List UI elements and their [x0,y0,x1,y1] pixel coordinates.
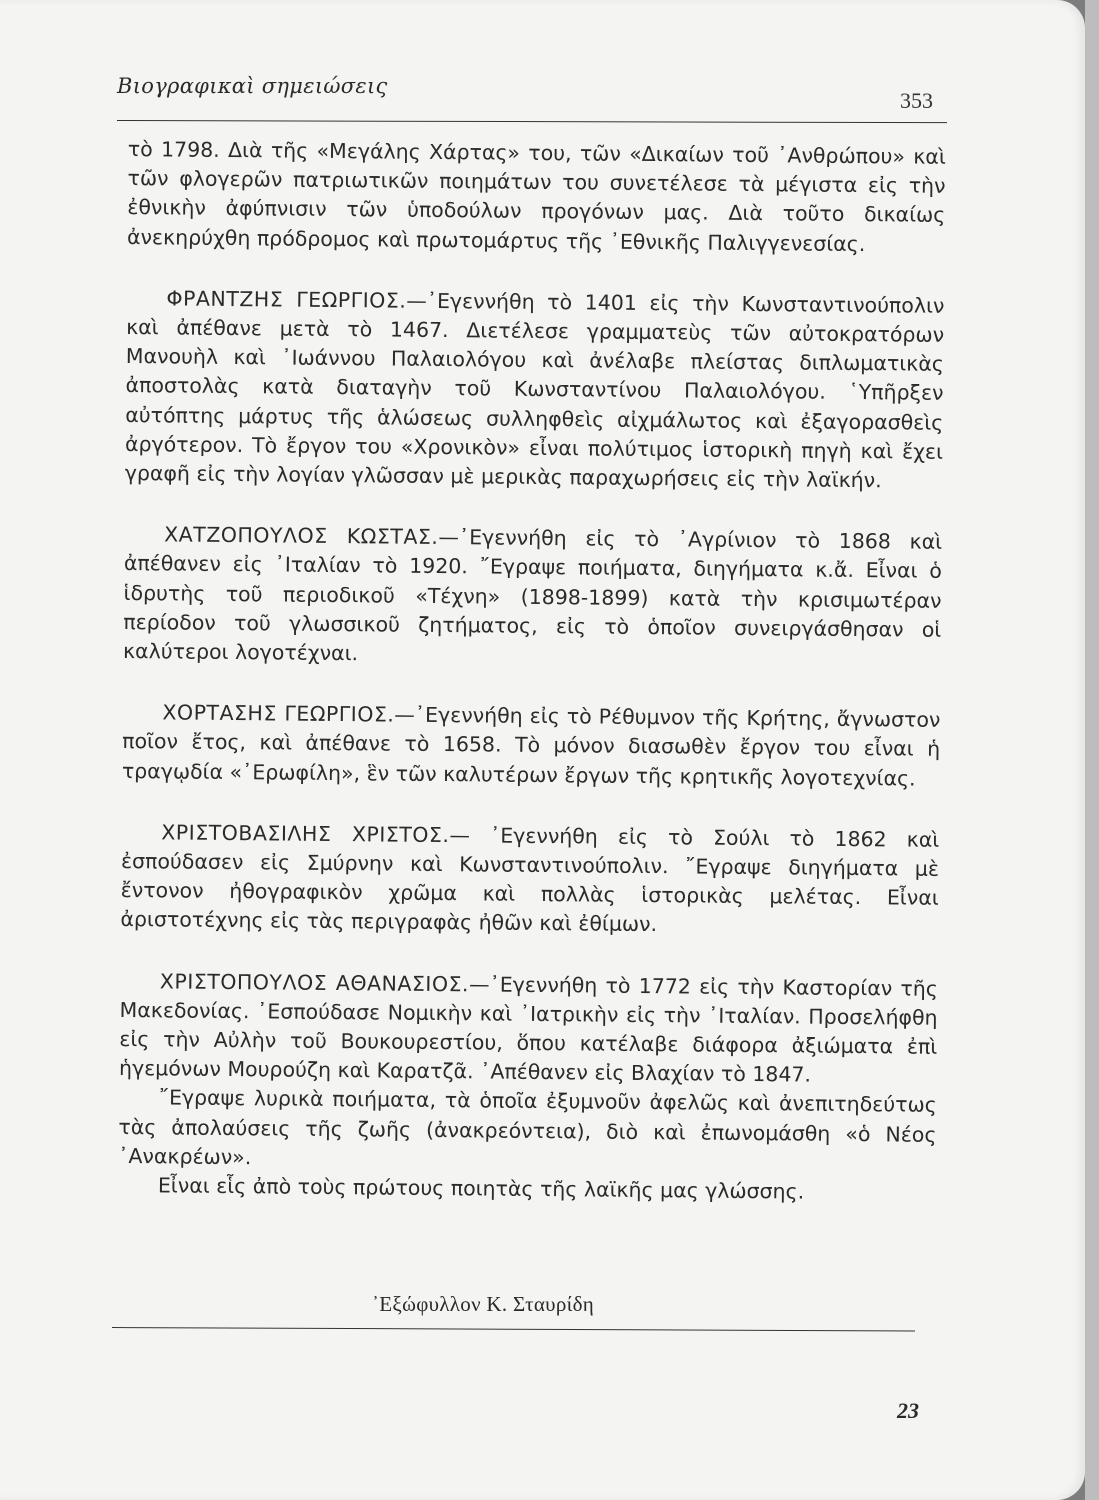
entry-text: Εἶναι εἷς ἀπὸ τοὺς πρώτους ποιητὰς τῆς λαϊκῆς μας γλώσσης. [157,1173,805,1204]
entry-text: —᾿Εγεννήθη τὸ 1772 εἰς τὴν Καστορίαν τῆς Μακεδονίας. ᾿Εσπούδασε Νομικὴν καὶ ᾿Ιατρικὴν εἰς τὴν ᾿Ιταλίαν. Προσελήφθη εἰς τὴν Αὐλὴν τοῦ Βουκουρεστίου, ὅπου κατέλαβε διάφορα ἀξιώματα ἐπὶ ἡγεμόνων Μουρούζη καὶ Καρατζᾶ. ᾿Απέθανεν εἰς Βλαχίαν τὸ 1847. [118,971,938,1087]
folio-number: 23 [897,1398,919,1423]
entry-text: —᾿Εγεννήθη εἰς τὸ Ρέθυμνον τῆς Κρήτης, ἄγνωστον ποῖον ἔτος, καὶ ἀπέθανε τὸ 1658. Τὸ μόνον διασωθὲν ἔργον του εἶναι ἡ τραγῳδία «᾿Ερωφίλη», ἓν τῶν καλυτέρων ἔργων τῆς κρητικῆς λογοτεχνίας. [121,702,941,791]
entry-text: τὸ 1798. Διὰ τῆς «Μεγάλης Χάρτας» του, τῶν «Δικαίων τοῦ ᾿Ανθρώπου» καὶ τῶν φλογερῶν πατριωτικῶν ποιημάτων του συνετέλεσε τὰ μέγιστα εἰς τὴν ἐθνικὴν ἀφύπνισιν τῶν ὑποδούλων προγόνων μας. Διὰ τοῦτο δικαίως ἀνεκηρύχθη πρόδρομος καὶ πρωτομάρτυς τῆς ᾿Εθνικῆς Παλιγγενεσίας. [126,136,946,256]
biographical-notes [118,135,946,1208]
figure-caption: ᾿Εξώφυλλον Κ. Σταυρίδη [372,1292,595,1316]
entry-name: ΧΑΤΖΟΠΟΥΛΟΣ ΚΩΣΤΑΣ. [164,522,439,550]
entry-text: —᾿Εγεννήθη εἰς τὸ ᾿Αγρίνιον τὸ 1868 καὶ ἀπέθανεν εἰς ᾿Ιταλίαν τὸ 1920. ῎Εγραψε ποιήματα, διηγήματα κ.ἄ. Εἶναι ὁ ἱδρυτὴς τοῦ περιοδικοῦ «Τέχνη» (1898-1899) κατὰ τὴν κρισιμωτέραν περίοδον τοῦ γλωσσικοῦ ζητήματος, εἰς τὸ ὁποῖον συνειργάσθησαν οἱ καλύτεροι λογοτέχναι. [122,525,943,666]
page-number: 353 [900,88,933,113]
entry-text: —᾿Εγεννήθη τὸ 1401 εἰς τὴν Κωνσταντινούπολιν καὶ ἀπέθανε μετὰ τὸ 1467. Διετέλεσε γραμματεὺς τῶν αὐτοκρατόρων Μανουὴλ καὶ ᾿Ιωάννου Παλαιολόγου καὶ ἀνέλαβε πλείστας διπλωματικὰς ἀποστολὰς κατὰ διαταγὴν τοῦ Κωνσταντίνου Παλαιολόγου. ῾Υπῆρξεν αὐτόπτης μάρτυς τῆς ἁλώσεως συλληφθεὶς αἰχμάλωτος καὶ ἐξαγορασθεὶς ἀργότερον. Τὸ ἔργον του «Χρονικὸν» εἶναι πολύτιμος ἱστορικὴ πηγὴ καὶ ἔχει γραφῆ εἰς τὴν λογίαν γλῶσσαν μὲ μερικὰς παραχωρήσεις εἰς τὴν λαϊκήν. [124,288,945,493]
entry-name: ΦΡΑΝΤΖΗΣ ΓΕΩΡΓΙΟΣ. [166,286,407,313]
entry-text: — ᾿Εγεννήθη εἰς τὸ Σούλι τὸ 1862 καὶ ἐσπούδασεν εἰς Σμύρνην καὶ Κωνσταντινούπολιν. ῎Εγραψε διηγήματα μὲ ἔντονον ἠθογραφικὸν χρῶμα καὶ πολλὰς ἱστορικὰς μελέτας. Εἶναι ἀριστοτέχνης εἰς τὰς περιγραφὰς ἠθῶν καὶ ἐθίμων. [120,822,940,937]
entry-text: ῎Εγραψε λυρικὰ ποιήματα, τὰ ὁποῖα ἐξυμνοῦν ἀφελῶς καὶ ἀνεπιτηδεύτως τὰς ἀπολαύσεις τῆς ζωῆς (ἀνακρεόντεια), διὸ καὶ ἐπωνομάσθη «ὁ Νέος ᾿Ανακρέων». [118,1085,937,1170]
entry-christovasilis [120,818,939,943]
header-rule [117,120,947,123]
entry-name: ΧΟΡΤΑΣΗΣ ΓΕΩΡΓΙΟΣ. [162,700,395,727]
entry-continued-paragraph [127,135,946,260]
entry-chatzopoulos [123,520,942,674]
entry-christopoulos [119,967,938,1092]
entry-christopoulos-works [118,1083,937,1178]
entry-chortasis [122,698,941,793]
entry-name: ΧΡΙΣΤΟΠΟΥΛΟΣ ΑΘΑΝΑΣΙΟΣ. [159,969,470,996]
running-title: Βιογραφικαὶ σημειώσεις [117,74,388,98]
entry-frantzis [125,284,945,496]
entry-name: ΧΡΙΣΤΟΒΑΣΙΛΗΣ ΧΡΙΣΤΟΣ. [161,820,450,847]
background-edge [1085,0,1099,1500]
caption-rule [112,1327,915,1332]
